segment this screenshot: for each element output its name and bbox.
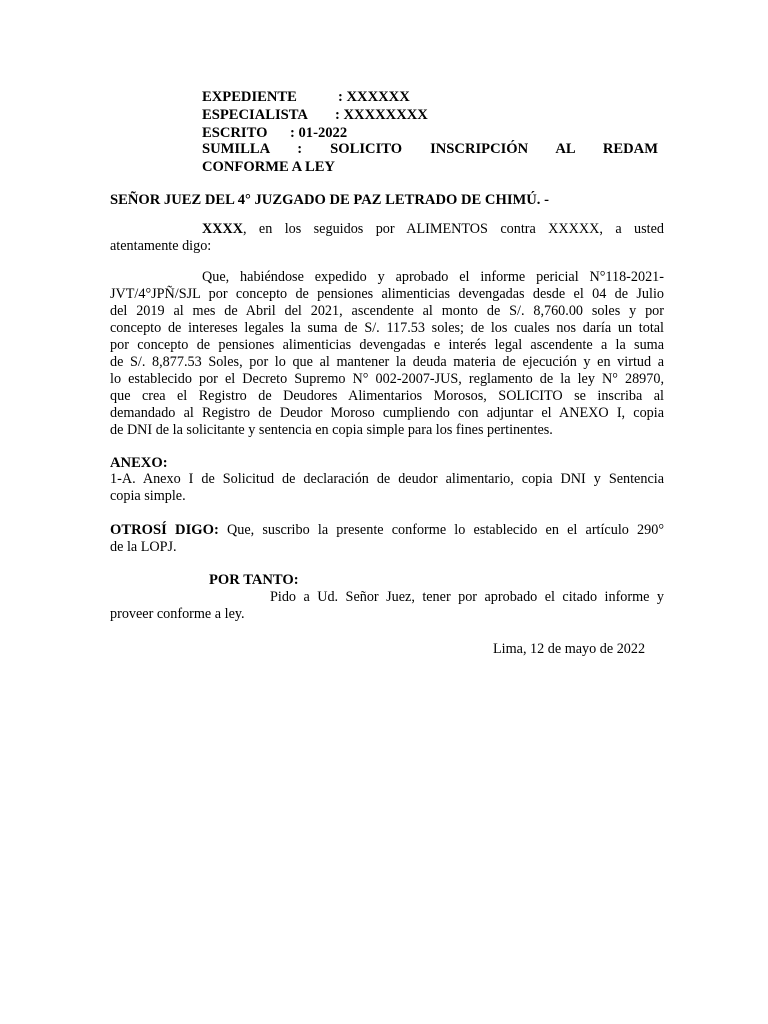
sumilla-line-2: CONFORME A LEY — [202, 159, 335, 175]
intro-line-2: atentamente digo: — [110, 238, 212, 254]
expediente-label: EXPEDIENTE — [202, 89, 297, 105]
otrosi-line-1 — [110, 522, 664, 539]
body-line-5: por concepto de pensiones alimenticias devengadas e interés legal ascendente a la suma — [110, 337, 664, 353]
por-tanto-line-1: Pido a Ud. Señor Juez, tener por aprobado el citado informe y — [270, 589, 664, 605]
intro-line-1 — [202, 221, 664, 238]
otrosi-line-2: de la LOPJ. — [110, 539, 177, 555]
body-line-2: JVT/4°JPÑ/SJL por concepto de pensiones alimenticias devengadas desde el 04 de Julio — [110, 286, 664, 302]
escrito-label: ESCRITO — [202, 125, 268, 141]
expediente-value: : XXXXXX — [338, 89, 410, 105]
body-line-1: Que, habiéndose expedido y aprobado el informe pericial N°118-2021- — [202, 269, 664, 285]
place-date: Lima, 12 de mayo de 2022 — [493, 641, 646, 657]
otrosi-label: OTROSÍ DIGO: — [110, 522, 219, 538]
body-line-10: de DNI de la solicitante y sentencia en copia simple para los fines pertinentes. — [110, 422, 553, 438]
body-line-3: del 2019 al mes de Abril del 2021, ascendente al monto de S/. 8,760.00 soles y por — [110, 303, 664, 319]
intro-line-1-rest: , en los seguidos por ALIMENTOS contra XXXXX, a usted — [242, 221, 664, 237]
salutation: SEÑOR JUEZ DEL 4° JUZGADO DE PAZ LETRADO DE CHIMÚ. - — [110, 192, 549, 208]
por-tanto-title: POR TANTO: — [209, 572, 299, 588]
por-tanto-line-2: proveer conforme a ley. — [110, 606, 245, 622]
header-especialista — [202, 106, 428, 124]
body-line-9: demandado al Registro de Deudor Moroso cumpliendo con adjuntar el ANEXO I, copia — [110, 405, 664, 421]
anexo-line-1: 1-A. Anexo I de Solicitud de declaración de deudor alimentario, copia DNI y Sentencia — [110, 471, 664, 487]
anexo-title: ANEXO: — [110, 455, 168, 471]
anexo-line-2: copia simple. — [110, 488, 186, 504]
especialista-value: : XXXXXXXX — [335, 107, 428, 123]
otrosi-line-1-rest: Que, suscribo la presente conforme lo establecido en el artículo 290° — [218, 522, 664, 538]
especialista-label: ESPECIALISTA — [202, 107, 308, 123]
body-line-6: de S/. 8,877.53 Soles, por lo que al mantener la deuda materia de ejecución y en virtud a — [110, 354, 664, 370]
intro-party: XXXX — [202, 221, 243, 237]
header-expediente — [202, 88, 410, 106]
sumilla-line-1: SUMILLA : SOLICITO INSCRIPCIÓN AL REDAM — [202, 141, 658, 157]
body-line-8: que crea el Registro de Deudores Alimentarios Morosos, SOLICITO se inscriba al — [110, 388, 664, 404]
body-line-7: lo establecido por el Decreto Supremo N° 002-2007-JUS, reglamento de la ley N° 28970, — [110, 371, 664, 387]
escrito-value: : 01-2022 — [290, 125, 348, 141]
body-line-4: concepto de intereses legales la suma de S/. 117.53 soles; de los cuales nos daría un total — [110, 320, 664, 336]
